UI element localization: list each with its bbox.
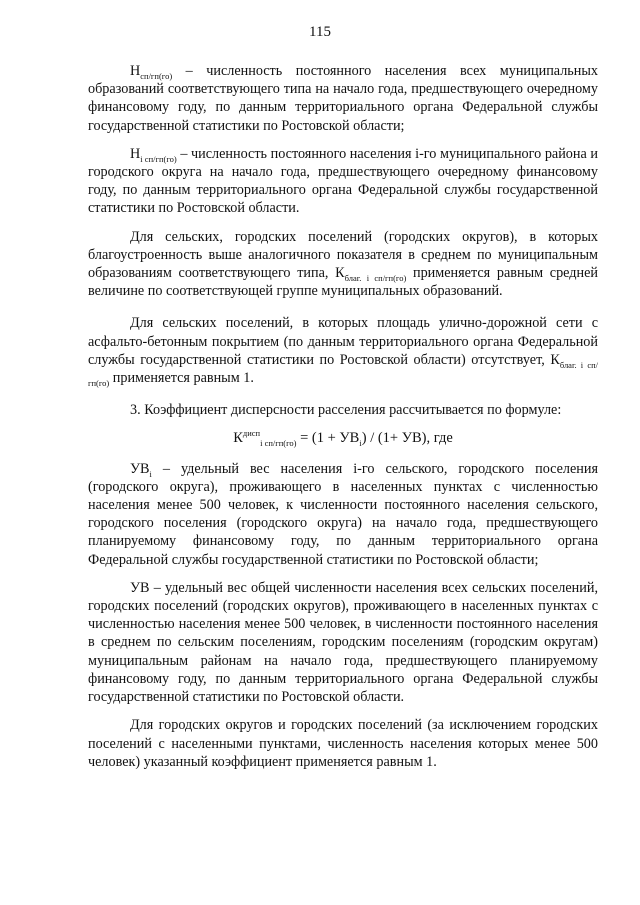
symbol-subscript: сп/гп(го) bbox=[140, 70, 173, 81]
symbol: Н bbox=[130, 145, 141, 162]
paragraph-definition-n-i bbox=[88, 145, 598, 218]
coefficient-subscript: благ. i сп/гп(го) bbox=[88, 359, 599, 388]
page-number: 115 bbox=[309, 24, 331, 40]
paragraph-definition-uv: УВ – удельный вес общей численности населения всех сельских поселений, городских поселений (городских округов), проживающего в населенных пунктах с численностью населения менее 500 человек, в численности постоянного населения в среднем по сельским поселениям, городским поселениям (городским округам) муниципальным районам на начало года, предшествующего планируемому финансовому году, по данным территориального органа Федеральной службы государственной статистики по Ростовской области. bbox=[88, 579, 598, 706]
paragraph-exception-rule: Для городских округов и городских поселений (за исключением городских поселений с населенными пунктами, численность населения которых менее 500 человек) указанный коэффициент применяется равным 1. bbox=[88, 717, 598, 770]
symbol-subscript: i сп/гп(го) bbox=[140, 153, 177, 164]
definition-text: – численность постоянного населения i-го муниципального района и городского округа на начало года, предшествующего очередному финансовому году, по данным территориального органа Федеральной службы государственной статистики по Ростовской области. bbox=[88, 145, 598, 217]
symbol: УВ bbox=[130, 460, 150, 477]
symbol: Н bbox=[130, 63, 141, 79]
coefficient-subscript: благ. i сп/гп(го) bbox=[344, 272, 407, 283]
paragraph-text: применяется равным средней величине по соответствующей группе муниципальных образований. bbox=[88, 265, 598, 300]
paragraph-text: Для сельских поселений, в которых площадь улично-дорожной сети с асфальто-бетонным покрытием (по данным территориального органа Федеральной службы государственной статистики по Ростовской области) отсутствует, К bbox=[88, 315, 598, 368]
definition-text: – численность постоянного населения всех муниципальных образований соответствующего типа на начало года, предшествующего очередному финансовому году, по данным территориального органа Федеральной службы государственной статистики по Ростовской области; bbox=[88, 63, 598, 134]
paragraph-definition-n-total bbox=[88, 62, 598, 135]
document-body bbox=[88, 62, 598, 781]
paragraph-definition-uv-i bbox=[88, 460, 598, 569]
dispersion-formula: $К^{дисп}_{i сп/гп(го)} = (1 + УВ_i) / (1+ УВ)$, где bbox=[233, 428, 453, 449]
paragraph-amenity-rule bbox=[88, 228, 598, 301]
paragraph-dispersion-intro: 3. Коэффициент дисперсности расселения рассчитывается по формуле: bbox=[130, 402, 562, 419]
paragraph-text: Для сельских, городских поселений (городских округов), в которых благоустроенность выше аналогичного показателя в среднем по муниципальным образованиям соответствующего типа, К bbox=[88, 228, 598, 282]
symbol-subscript: i bbox=[149, 468, 152, 479]
paragraph-text: применяется равным 1. bbox=[109, 370, 254, 387]
paragraph-road-network-rule bbox=[88, 314, 598, 387]
definition-text: – удельный вес населения i-го сельского, городского поселения (городского округа), проживающего в населенных пунктах с численностью населения менее 500 человек, к численности постоянного населения сельского, городского поселения (городского округа) на начало года, предшествующего планируемому финансовому году, по данным территориального органа Федеральной службы государственной статистики по Ростовской области; bbox=[88, 460, 598, 568]
